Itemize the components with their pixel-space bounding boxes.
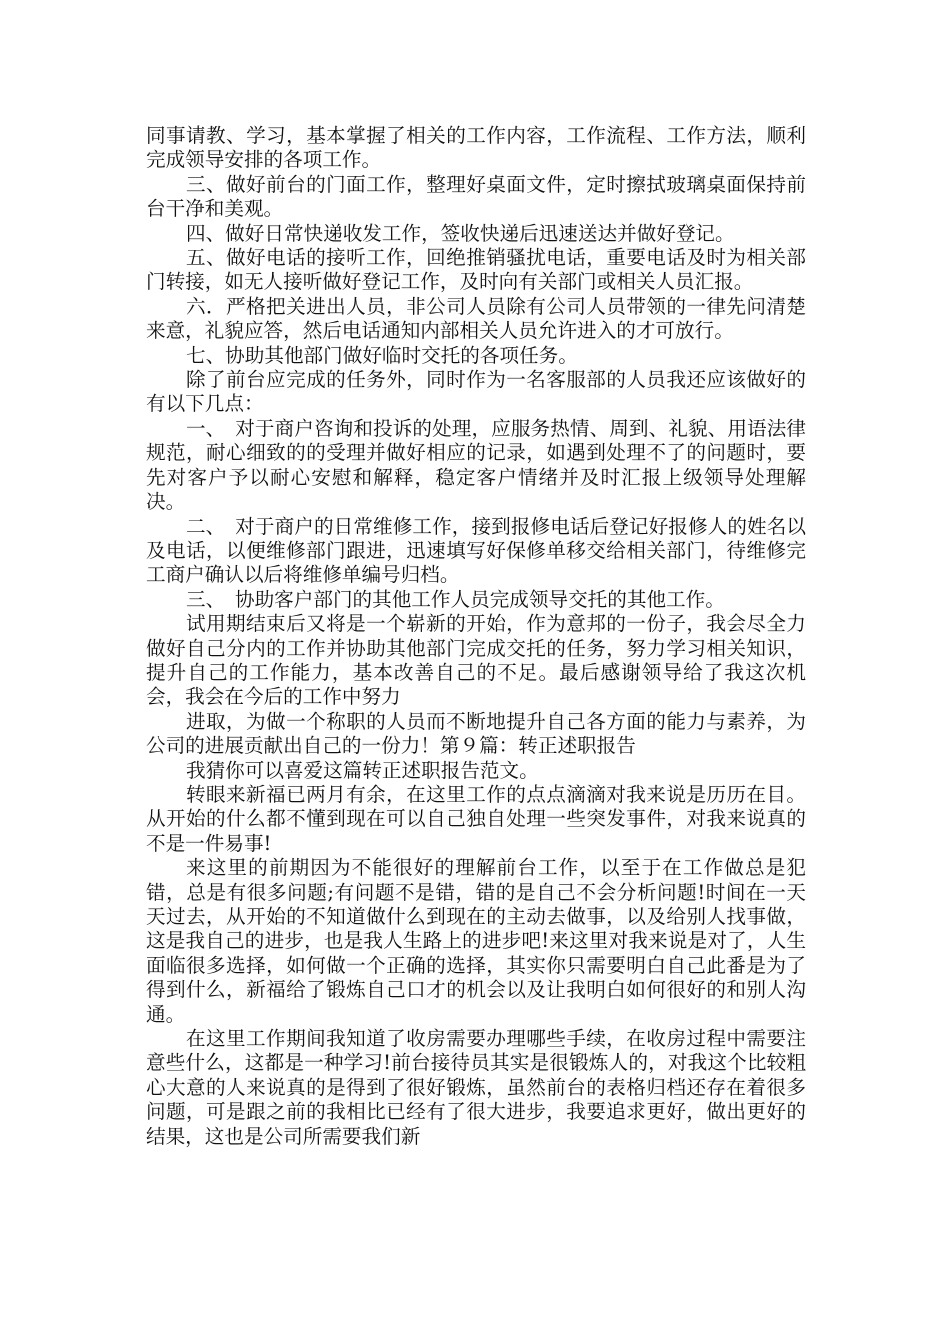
paragraph-4: 五、做好电话的接听工作，回绝推销骚扰电话，重要电话及时为相关部门转接，如无人接听做好登记工作，及时向有关部门或相关人员汇报。 <box>146 246 806 294</box>
paragraph-13: 我猜你可以喜爱这篇转正述职报告范文。 <box>186 758 539 782</box>
paragraph-16: 在这里工作期间我知道了收房需要办理哪些手续，在收房过程中需要注意些什么，这都是一种学习!前台接待员其实是很锻炼人的，对我这个比较粗心大意的人来说真的是得到了很好锻炼，虽然前台的表格归档还存在着很多问题，可是跟之前的我相比已经有了很大进步，我要追求更好，做出更好的结果，这也是公司所需要我们新 <box>146 1027 806 1148</box>
paragraph-3: 四、做好日常快递收发工作，签收快递后迅速送达并做好登记。 <box>186 221 735 245</box>
document-page <box>146 124 806 1149</box>
paragraph-6: 七、协助其他部门做好临时交托的各项任务。 <box>186 343 578 367</box>
paragraph-11: 试用期结束后又将是一个崭新的开始，作为意邦的一份子，我会尽全力做好自己分内的工作并协助其他部门完成交托的任务，努力学习相关知识，提升自己的工作能力，基本改善自己的不足。最后感谢领导给了我这次机会，我会在今后的工作中努力 <box>146 612 806 709</box>
paragraph-15: 来这里的前期因为不能很好的理解前台工作，以至于在工作做总是犯错，总是有很多问题;有问题不是错，错的是自己不会分析问题!时间在一天天过去，从开始的不知道做什么到现在的主动去做事，以及给别人找事做，这是我自己的进步，也是我人生路上的进步吧!来这里对我来说是对了，人生面临很多选择，如何做一个正确的选择，其实你只需要明白自己此番是为了得到什么，新福给了锻炼自己口才的机会以及让我明白如何很好的和别人沟通。 <box>146 856 806 1026</box>
paragraph-8: 一、 对于商户咨询和投诉的处理，应服务热情、周到、礼貌、用语法律规范，耐心细致的的受理并做好相应的记录，如遇到处理不了的问题时，要先对客户予以耐心安慰和解释，稳定客户情绪并及时汇报上级领导处理解决。 <box>146 416 806 514</box>
paragraph-9: 二、 对于商户的日常维修工作，接到报修电话后登记好报修人的姓名以及电话，以便维修部门跟进，迅速填写好保修单移交给相关部门，待维修完工商户确认以后将维修单编号归档。 <box>146 514 806 587</box>
paragraph-7: 除了前台应完成的任务外，同时作为一名客服部的人员我还应该做好的有以下几点： <box>146 368 806 416</box>
paragraph-10: 三、 协助客户部门的其他工作人员完成领导交托的其他工作。 <box>186 587 725 611</box>
paragraph-5: 六．严格把关进出人员，非公司人员除有公司人员带领的一律先问清楚来意，礼貌应答，然后电话通知内部相关人员允许进入的才可放行。 <box>146 294 806 343</box>
paragraph-12: 进取，为做一个称职的人员而不断地提升自己各方面的能力与素养，为公司的进展贡献出自己的一份力！第９篇：转正述职报告 <box>146 709 806 758</box>
paragraph-14: 转眼来新福已两月有余，在这里工作的点点滴滴对我来说是历历在目。从开始的什么都不懂到现在可以自己独自处理一些突发事件，对我来说真的不是一件易事! <box>146 782 806 855</box>
paragraph-1: 同事请教、学习，基本掌握了相关的工作内容，工作流程、工作方法，顺利完成领导安排的各项工作。 <box>146 124 806 172</box>
paragraph-2: 三、做好前台的门面工作，整理好桌面文件，定时擦拭玻璃桌面保持前台干净和美观。 <box>146 172 806 221</box>
